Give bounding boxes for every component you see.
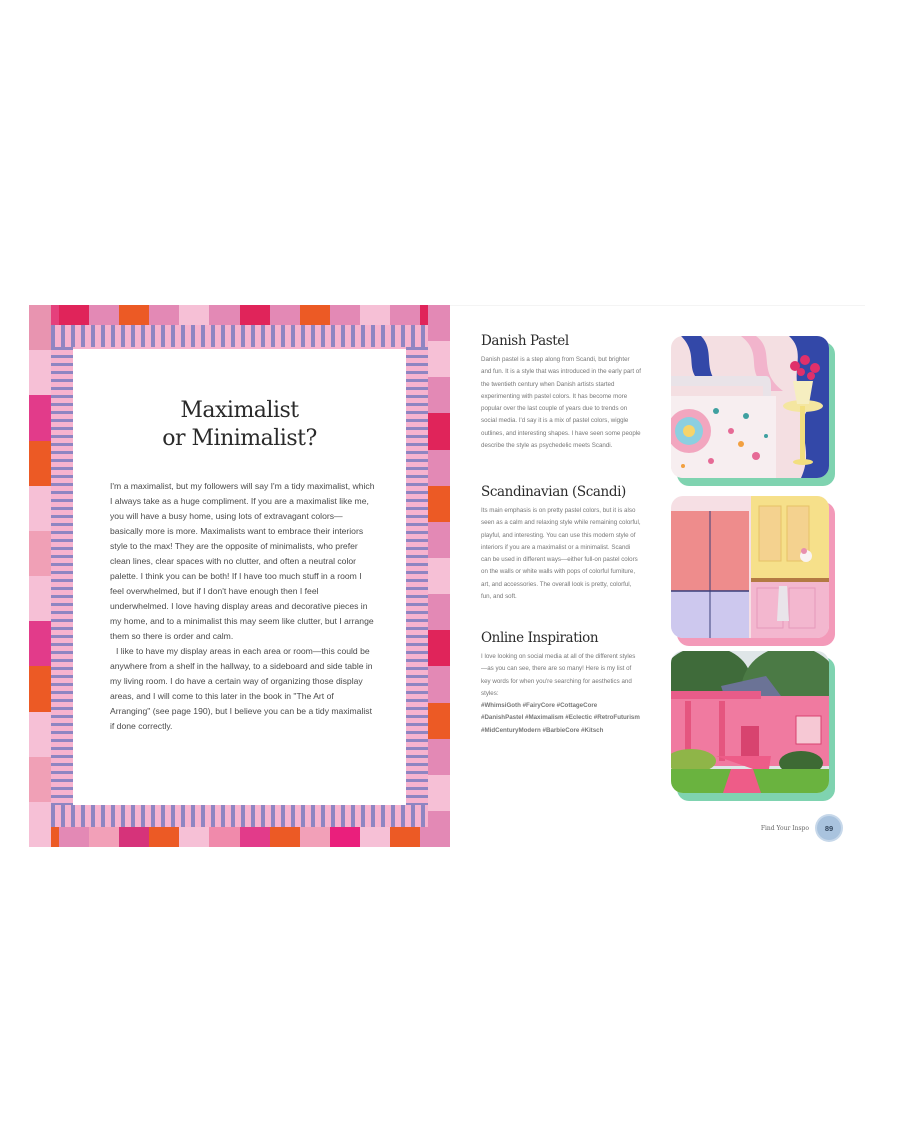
title-line-2: or Minimalist? — [162, 426, 317, 451]
border-check-cell — [428, 630, 450, 666]
section-heading: Online Inspiration — [481, 630, 599, 646]
stripe-border-left — [51, 347, 73, 805]
border-check-cell — [89, 305, 119, 325]
border-check-cell — [428, 811, 450, 847]
border-check-cell — [29, 712, 51, 757]
border-check-cell — [330, 305, 360, 325]
stripe-border-bottom — [51, 805, 428, 827]
border-check-cell — [29, 802, 51, 847]
section-body: Danish pastel is a step along from Scandi, but brighter and fun. It is a style that was introduced in the early part of the twentieth century when Danish artists started experimenting with pastel colors. It has become more popular over the last couple of years due to trends on social media. I'd say it is a mix of pastel colors, wiggle outlines, and interesting shapes. I have seen some people describe the style as psychedelic meets Scandi. — [481, 356, 641, 450]
border-check-cell — [29, 531, 51, 576]
page-number-badge: 89 — [817, 816, 841, 840]
border-check-cell — [59, 305, 89, 325]
border-check-cell — [300, 305, 330, 325]
running-title: Find Your Inspo — [760, 824, 809, 832]
border-check-cell — [428, 486, 450, 522]
page-title — [73, 397, 406, 453]
border-check-cell — [428, 341, 450, 377]
border-check-cell — [390, 305, 420, 325]
border-check-cell — [330, 827, 360, 847]
section-heading: Danish Pastel — [481, 333, 569, 349]
border-check-cell — [390, 827, 420, 847]
border-check-cell — [59, 827, 89, 847]
border-check-cell — [360, 305, 390, 325]
border-check-cell — [29, 757, 51, 802]
border-check-cell — [428, 377, 450, 413]
border-check-cell — [240, 827, 270, 847]
photo-scandi-kitchen — [671, 496, 831, 640]
border-check-cell — [149, 305, 179, 325]
left-page — [29, 305, 450, 847]
border-check-cell — [29, 350, 51, 395]
photo-image — [671, 336, 829, 478]
border-check-cell — [29, 666, 51, 711]
border-check-cell — [240, 305, 270, 325]
border-check-cell — [270, 305, 300, 325]
bedroom-image — [671, 336, 829, 478]
section-body: I love looking on social media at all of the different styles—as you can see, there are so many! Here is my list of key words for when you're searching for aesthetics and styles: — [481, 653, 636, 697]
border-check-cell — [29, 395, 51, 440]
border-check-cell — [209, 827, 239, 847]
photo-pink-house — [671, 651, 831, 795]
page-footer — [761, 816, 841, 840]
text-panel — [73, 349, 406, 805]
border-check-cell — [428, 666, 450, 702]
section-heading: Scandinavian (Scandi) — [481, 484, 626, 500]
border-check-cell — [29, 441, 51, 486]
checkered-border-left — [29, 305, 51, 847]
border-check-cell — [29, 576, 51, 621]
paragraph: I'm a maximalist, but my followers will say I'm a tidy maximalist, which I always take as a huge compliment. If you are a maximalist like me, you will have a busy home, using lots of extravagant colors—basically more is more. Maximalists want to embrace their interiors style to the max! They are the opposite of minimalists, who prefer clean lines, clear spaces with no clutter, and often a neutral color palette. I think you can be both! If I have too much stuff in a room I feel overwhelmed, but if I don't have enough then I feel underwhelmed. I love having display areas and decorative pieces in my home, and to a minimalist this may seem like clutter, but I arrange them so there is order and calm. — [110, 481, 375, 641]
border-check-cell — [29, 486, 51, 531]
border-check-cell — [29, 621, 51, 666]
house-image — [671, 651, 829, 793]
kitchen-image — [671, 496, 829, 638]
border-check-cell — [179, 305, 209, 325]
border-check-cell — [428, 522, 450, 558]
photo-danish-pastel-bedroom — [671, 336, 831, 480]
section-online-inspiration — [481, 629, 641, 737]
border-check-cell — [428, 739, 450, 775]
border-check-cell — [428, 450, 450, 486]
stripe-border-right — [406, 347, 428, 805]
body-text — [110, 479, 375, 734]
hashtag-list: #WhimsiGoth #FairyCore #CottageCore #DanishPastel #Maximalism #Eclectic #RetroFuturism #MidCenturyModern #BarbieCore #Kitsch — [481, 702, 640, 734]
checkered-border-right — [428, 305, 450, 847]
paragraph: I like to have my display areas in each area or room—this could be anywhere from a shelf in the hallway, to a sideboard and side table in my living room. I do have a certain way of organizing those display areas, and I will come to this later in the book in "The Art of Arranging" (see page 190), but I believe you can be a tidy maximalist if done correctly. — [110, 646, 373, 731]
checkered-border-top — [29, 305, 450, 325]
section-body: Its main emphasis is on pretty pastel colors, but it is also seen as a calm and relaxing style while remaining colorful, playful, and interesting. You can use this modern style of interiors if you are a maximalist or a minimalist. Scandi can be used in different ways—either full-on pastel colors on the walls or white walls with pops of colorful furniture, art, and accessories. The overall look is pretty, colorful, fun, and soft. — [481, 507, 641, 601]
checkered-border-bottom — [29, 827, 450, 847]
section-scandinavian — [481, 483, 641, 603]
border-check-cell — [179, 827, 209, 847]
section-danish-pastel — [481, 332, 641, 452]
border-check-cell — [119, 827, 149, 847]
border-check-cell — [29, 305, 51, 350]
border-check-cell — [149, 827, 179, 847]
border-check-cell — [209, 305, 239, 325]
border-check-cell — [428, 703, 450, 739]
title-line-1: Maximalist — [180, 398, 299, 423]
border-check-cell — [428, 558, 450, 594]
border-check-cell — [300, 827, 330, 847]
border-check-cell — [89, 827, 119, 847]
border-check-cell — [119, 305, 149, 325]
border-check-cell — [428, 775, 450, 811]
photo-image — [671, 651, 829, 793]
border-check-cell — [428, 305, 450, 341]
border-check-cell — [360, 827, 390, 847]
right-page — [450, 305, 865, 848]
stripe-border-top — [51, 325, 428, 347]
border-check-cell — [428, 594, 450, 630]
photo-image — [671, 496, 829, 638]
border-check-cell — [270, 827, 300, 847]
border-check-cell — [428, 413, 450, 449]
